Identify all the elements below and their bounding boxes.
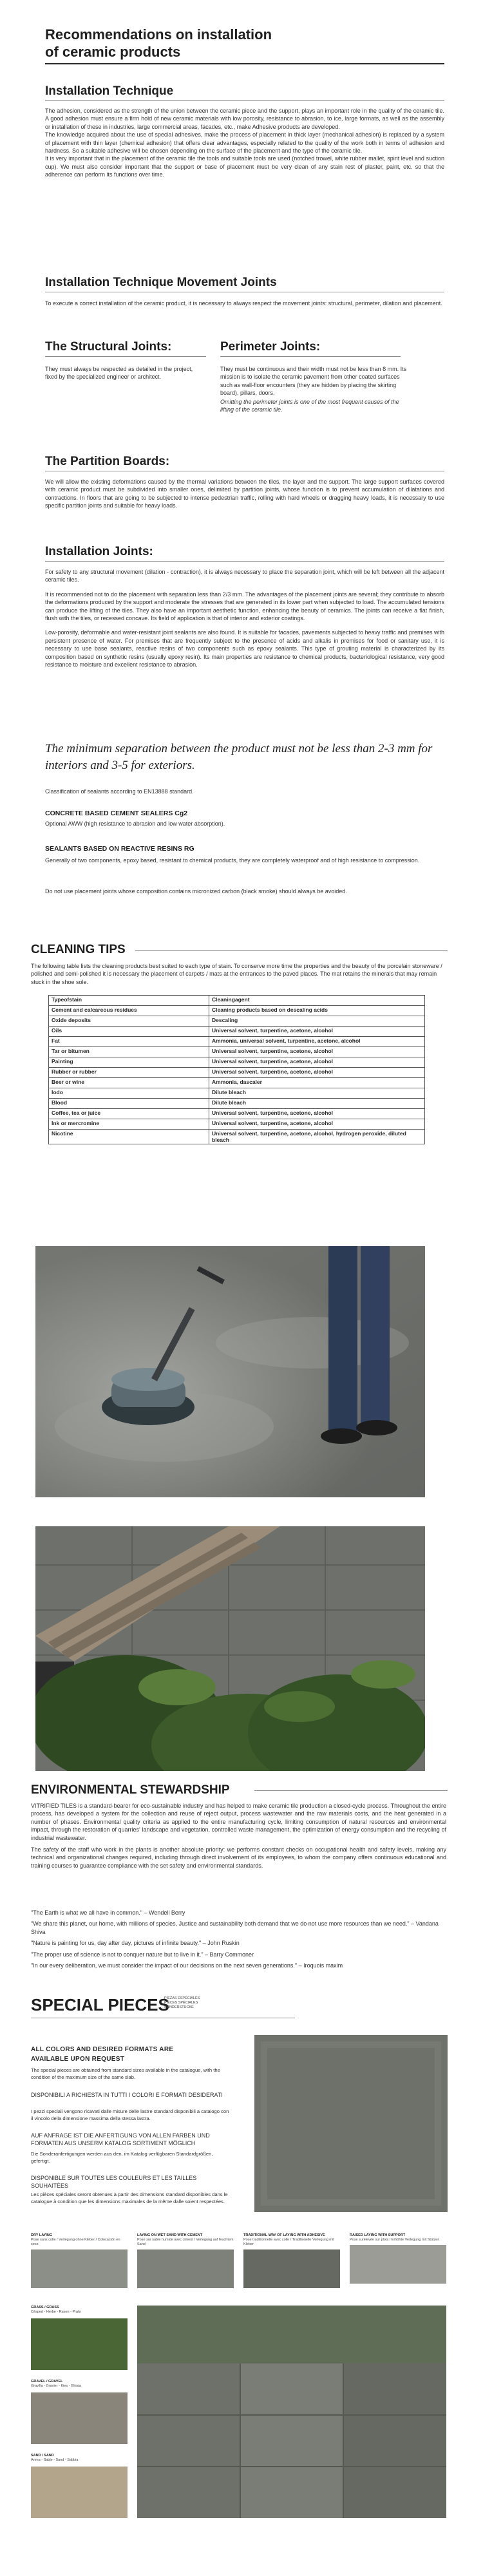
quote: "We share this planet, our home, with millions of species, Justice and sustainability both demand that we do not use more resources than we need." – Vandana Shiva <box>31 1920 439 1935</box>
table-row <box>49 1057 425 1068</box>
agent-cell: Universal solvent, turpentine, acetone, alcohol <box>209 1057 425 1068</box>
resin-sealants-text: Generally of two components, epoxy based, resistant to chemical products, they are completely waterproof and of high resistance to compression. <box>45 857 420 864</box>
table-row <box>49 1099 425 1109</box>
sealant-classification: Classification of sealants according to EN13888 standard. <box>45 788 194 795</box>
table-row <box>49 1037 425 1047</box>
agent-cell: Dilute bleach <box>209 1099 425 1109</box>
paragraph: The knowledge acquired about the use of special adhesives, make the process of placement in thick layer (mechanical adhesion) is replaced by a system of placement with thin layer (chemical adhesion) that offers clear advantages, especially related to the quality of the work both in terms of adhesion and hardness. So a suitable adhesive will be chosen depending on the surface of the placement and the type of the ceramic tile. <box>45 131 444 155</box>
upon-request-line-1: ALL COLORS AND DESIRED FORMATS ARE <box>31 2046 174 2053</box>
table-row <box>49 1130 425 1144</box>
section-rule <box>220 356 401 357</box>
section-rule <box>45 561 444 562</box>
cleaning-tips-heading: CLEANING TIPS <box>31 943 126 956</box>
perimeter-joints-heading: Perimeter Joints: <box>220 340 321 354</box>
stain-cell: Coffee, tea or juice <box>49 1109 209 1119</box>
paragraph: It is recommended not to do the placement with separation less than 2/3 mm. The advantages of the placement joints are several; they contribute to absorb the deformations produced by the support and moderate the stresses that are generated in its lower part when subjected to load. The accumulated tensions can produce the lifting of the tiles. They also have an important aesthetic function, enhancing the beauty of ceramics. The joints can receive a flat finish, flush with the tiles, or recessed concave. Its field of application is that of interior and exterior coatings. <box>45 591 444 622</box>
laying-method-desc: Pose surélevée sur plots / Erhöhte Verlegung mit Stützen <box>350 2238 440 2242</box>
partition-boards-text: We will allow the existing deformations caused by the thermal variations between the tiles, the layer and the support. The large support surfaces covered with ceramic product must be subdivided into smaller ones, delimited by partition joints, whose function is to prevent accumulation of dilatations and contractions. In floors that are going to be subjected to intense pedestrian traffic, rolling with hard wheels or dragging heavy loads, it is necessary to use specific partition joints and suitable for heavy loads. <box>45 478 444 509</box>
stewardship-body <box>31 1802 446 1870</box>
stain-cell: Blood <box>49 1099 209 1109</box>
caption-desc: Césped - Herbe - Rasen - Prato <box>31 2310 81 2314</box>
paragraph: Low-porosity, deformable and water-resistant joint sealants are also found. It is suitable for facades, pavements subjected to heavy traffic and premises with persistent presence of water. For premises that are frequently subject to the presence of acids and alkalis in premises for food or sanitary use, it is necessary to use base sealants, reactive resins of two components such as epoxy sealants. This type of grouting material is characterized by its composition based on synthetic resins (usually epoxy resin). Its main properties are resistance to chemical products, bacteriological resistance, very good resistance to moisture and excellent resistance to abrasion. <box>45 629 444 668</box>
agent-cell: Dilute bleach <box>209 1088 425 1099</box>
laying-methods-row <box>31 2233 446 2295</box>
laying-method <box>31 2233 128 2288</box>
upon-request-line-2: AVAILABLE UPON REQUEST <box>31 2056 125 2063</box>
laying-method <box>243 2233 340 2288</box>
gravel-caption <box>31 2380 128 2389</box>
upon-request-heading <box>31 2045 237 2064</box>
page-title <box>45 26 444 61</box>
title-rule <box>45 63 444 64</box>
cement-sealers-heading: CONCRETE BASED CEMENT SEALERS Cg2 <box>45 810 188 817</box>
paragraph: It is very important that in the placement of the ceramic tile the tools and suitable tools are used (notched trowel, white rubber mallet, spirit level and suction cup). We must also consider important that the support or base of placement must be very clean of any stain rest of plaster, paint, etc. so that the adherence can perform its functions over time. <box>45 155 444 178</box>
table-row <box>49 1109 425 1119</box>
stain-cell: Iodo <box>49 1088 209 1099</box>
quote: "Nature is painting for us, day after day, pictures of infinite beauty." – John Ruskin <box>31 1940 240 1947</box>
installation-technique-heading: Installation Technique <box>45 84 174 98</box>
agent-cell: Descaling <box>209 1016 425 1027</box>
agent-cell: Universal solvent, turpentine, acetone, alcohol <box>209 1027 425 1037</box>
agent-cell: Universal solvent, turpentine, acetone, alcohol <box>209 1119 425 1130</box>
agent-cell: Ammonia, dascaler <box>209 1078 425 1088</box>
table-header-row <box>49 996 425 1006</box>
sand-photo <box>31 2467 128 2518</box>
laying-method-desc: Pose sur sable humide avec ciment / Verlegung auf feuchtem Sand <box>137 2238 234 2246</box>
agent-cell: Cleaning products based on descaling acids <box>209 1006 425 1016</box>
structural-joints-heading: The Structural Joints: <box>45 340 172 354</box>
resin-sealants-heading: SEALANTS BASED ON REACTIVE RESINS RG <box>45 845 194 853</box>
special-pieces-side-label: PIEZAS ESPECIALES PIÈCES SPÉCIALES SONDERSTÜCKE <box>164 1996 200 2009</box>
tile-sample-image <box>254 2035 448 2212</box>
table-row <box>49 1078 425 1088</box>
laying-method-title: DRY LAYING <box>31 2233 53 2237</box>
installation-technique-body <box>45 107 444 179</box>
page-title-line-2: of ceramic products <box>45 44 181 60</box>
outdoor-installation-photo <box>137 2306 446 2518</box>
special-it-heading: DISPONIBILI A RICHIESTA IN TUTTI I COLORI E FORMATI DESIDERATI <box>31 2092 223 2098</box>
partition-boards-heading: The Partition Boards: <box>45 455 170 468</box>
table-row <box>49 1047 425 1057</box>
special-de-heading: AUF ANFRAGE IST DIE ANFERTIGUNG VON ALLEN FARBEN UND FORMATEN AUS UNSERM KATALOG SORTIMENT MÖGLICH <box>31 2132 210 2147</box>
laying-method-image <box>350 2245 446 2284</box>
installation-joints-heading: Installation Joints: <box>45 545 153 558</box>
laying-method-image <box>243 2249 340 2288</box>
laying-method-title: TRADITIONAL WAY OF LAYING WITH ADHESIVE <box>243 2233 325 2237</box>
caption-title: SAND / SAND <box>31 2454 54 2458</box>
cement-sealers-text: Optional AWW (high resistance to abrasion and low water absorption). <box>45 820 225 827</box>
page-title-line-1: Recommendations on installation <box>45 26 272 43</box>
laying-method <box>350 2233 446 2284</box>
special-fr-text: Les pièces spéciales seront obtenues à partir des dimensions standard disponibles dans le catalogue à condition que les dimensions maximales de la même dalle soient respectées. <box>31 2192 228 2204</box>
table-row <box>49 1027 425 1037</box>
structural-joints-text: They must always be respected as detailed in the project, fixed by the specialized engineer or architect. <box>45 366 193 381</box>
garden-bench-photo <box>35 1526 425 1771</box>
grass-caption <box>31 2306 128 2315</box>
stain-cell: Ink or mercromine <box>49 1119 209 1130</box>
stewardship-quotes <box>31 1909 446 1969</box>
caption-title: GRAVEL / GRAVEL <box>31 2380 63 2383</box>
section-rule <box>254 1790 448 1791</box>
laying-method-image <box>137 2249 234 2288</box>
stain-cell: Fat <box>49 1037 209 1047</box>
movement-joints-intro: To execute a correct installation of the ceramic product, it is necessary to always respect the movement joints: structural, perimeter, dilation and placement. <box>45 300 442 307</box>
environmental-stewardship-heading: ENVIRONMENTAL STEWARDSHIP <box>31 1783 230 1797</box>
floor-polishing-photo <box>35 1246 425 1497</box>
stain-cell: Oxide deposits <box>49 1016 209 1027</box>
column-header: Cleaningagent <box>209 996 425 1006</box>
agent-cell: Universal solvent, turpentine, acetone, alcohol <box>209 1109 425 1119</box>
special-fr-heading: DISPONIBLE SUR TOUTES LES COULEURS ET LES TAILLES SOUHAITÉES <box>31 2175 197 2190</box>
paragraph: VITRIFIED TILES is a standard-bearer for eco-sustainable industry and has helped to make ceramic tile production a closed-cycle process. Throughout the entire process, has developed a system for the collection and reuse of reject output, process wastewater and the raw materials costs, and the heat generated in a number of phases. Environmental quality criteria as applied to the entire manufacturing cycle, limiting consumption of natural resources and environmental impact, through the restoration of quarries' landscape and vegetation, controlled waste management, the optimization of energy consumption and the recycling of industrial wastewater. <box>31 1803 446 1841</box>
table-row <box>49 1016 425 1027</box>
quote: "The proper use of science is not to conquer nature but to live in it." – Barry Commoner <box>31 1951 254 1958</box>
stain-cell: Nicotine <box>49 1130 209 1144</box>
grass-photo <box>31 2318 128 2370</box>
laying-method-image <box>31 2249 128 2288</box>
stain-cell: Cement and calcareous residues <box>49 1006 209 1016</box>
table-row <box>49 1088 425 1099</box>
perimeter-joints-note: Omitting the perimeter joints is one of the most frequent causes of the lifting of the ceramic tile. <box>220 399 399 413</box>
table-row <box>49 1006 425 1016</box>
installation-joints-body <box>45 568 444 668</box>
stain-cell: Tar or bitumen <box>49 1047 209 1057</box>
laying-method-title: LAYING ON WET SAND WITH CEMENT <box>137 2233 203 2237</box>
laying-method-title: RAISED LAYING WITH SUPPORT <box>350 2233 406 2237</box>
special-pieces-heading: SPECIAL PIECES <box>31 1995 169 2014</box>
sand-caption <box>31 2454 128 2463</box>
section-rule <box>135 950 448 951</box>
agent-cell: Ammonia, universal solvent, turpentine, acetone, alcohol <box>209 1037 425 1047</box>
agent-cell: Universal solvent, turpentine, acetone, alcohol <box>209 1047 425 1057</box>
agent-cell: Universal solvent, turpentine, acetone, alcohol <box>209 1068 425 1078</box>
stain-cell: Beer or wine <box>49 1078 209 1088</box>
paragraph: For safety to any structural movement (dilation - contraction), it is always necessary to place the separation joint, which will be left between all the adjacent ceramic tiles. <box>45 569 444 583</box>
caption-desc: Gravilla - Gravier - Kies - Ghiaia <box>31 2384 81 2388</box>
section-rule <box>45 356 206 357</box>
caption-desc: Arena - Sable - Sand - Sabbia <box>31 2458 79 2462</box>
cleaning-table <box>48 995 425 1144</box>
minimum-separation-quote: The minimum separation between the product must not be less than 2-3 mm for interiors and 3-5 for exteriors. <box>45 742 433 772</box>
gravel-photo <box>31 2392 128 2444</box>
paragraph: The adhesion, considered as the strength of the union between the ceramic piece and the support, plays an important role in the quality of the ceramic tile. A good adhesion must ensure a firm hold of new ceramic materials with low porosity, resistance to abrasion, to ice, large formats, as well as the assembly or installation of these in industries, large commercial areas, facades, etc., make Adhesive products are developed. <box>45 108 444 130</box>
stain-cell: Oils <box>49 1027 209 1037</box>
stain-cell: Painting <box>49 1057 209 1068</box>
table-row <box>49 1068 425 1078</box>
laying-method <box>137 2233 234 2288</box>
paragraph: The safety of the staff who work in the plants is another absolute priority: we performs constant checks on occupational health and safety levels, making any technical and organizational changes required, including through direct involvement of its employees, to whom the company offers continuous educational and training courses to guarantee compliance with the set safety and environmental standards. <box>31 1846 446 1869</box>
stain-cell: Rubber or rubber <box>49 1068 209 1078</box>
special-de-text: Die Sonderanfertigungen werden aus den, im Katalog verfügbaren Standardgrößen, gefertigt. <box>31 2151 213 2164</box>
column-header: Typeofstain <box>49 996 209 1006</box>
table-row <box>49 1119 425 1130</box>
sealant-warning: Do not use placement joints whose composition contains micronized carbon (black smoke) should always be avoided. <box>45 888 347 895</box>
perimeter-joints-text: They must be continuous and their width must not be less than 8 mm. Its mission is to isolate the ceramic pavement from other coated surfaces such as wall-floor encounters (they are hidden by placing the skirting board), pillars, doors. <box>220 366 407 397</box>
agent-cell: Universal solvent, turpentine, acetone, alcohol, hydrogen peroxide, diluted bleach <box>209 1130 425 1144</box>
quote: "In our every deliberation, we must consider the impact of our decisions on the next seven generations." – Iroquois maxim <box>31 1962 343 1969</box>
special-en-text: The special pieces are obtained from standard sizes available in the catalogue, with the condition of the maximum size of the same slab. <box>31 2067 220 2080</box>
laying-method-desc: Pose traditionnelle avec colle / Traditionelle Verlegung mit Kleber <box>243 2238 334 2246</box>
laying-method-desc: Pose sans colle / Verlegung ohne Kleber / Colocación en seco <box>31 2238 120 2246</box>
section-rule <box>45 100 444 101</box>
movement-joints-heading: Installation Technique Movement Joints <box>45 276 277 289</box>
cleaning-intro: The following table lists the cleaning products best suited to each type of stain. To conserve more time the properties and the beauty of the porcelain stoneware / polished and semi-polished it is necessary the placement of carpets / mats at the entrances to the paved places. The mat retains the minerals that may remain stuck in the shoe sole. <box>31 963 442 985</box>
quote: "The Earth is what we all have in common." – Wendell Berry <box>31 1909 185 1916</box>
caption-title: GRASS / GRASS <box>31 2306 59 2309</box>
special-it-text: I pezzi speciali vengono ricavati dalle misure delle lastre standard disponibili a catalogo con il vincolo della dimensione massima della stessa lastra. <box>31 2108 229 2121</box>
